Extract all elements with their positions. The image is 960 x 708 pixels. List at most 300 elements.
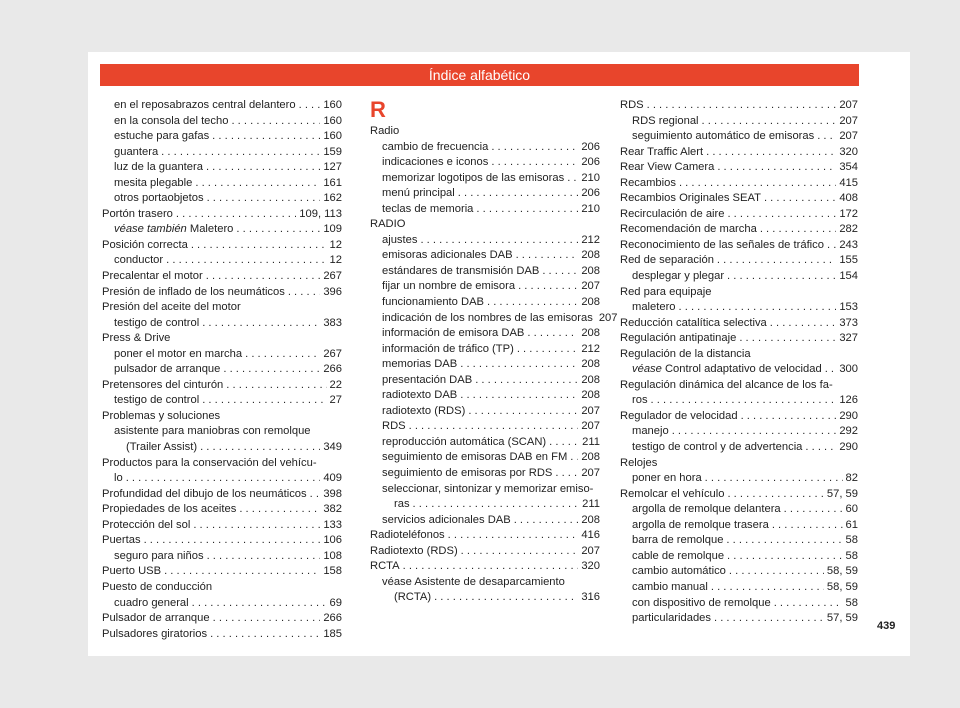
entry-page: 58 [845,534,858,547]
index-entry [370,233,600,249]
index-entry [370,140,600,156]
entry-page: 290 [839,409,858,422]
index-entry [102,129,342,145]
dot-leader [195,176,320,192]
entry-text [114,98,296,114]
index-entry [102,549,342,565]
entry-page: 58 [845,549,858,562]
entry-page: 106 [323,534,342,547]
entry-text [620,160,714,176]
dot-leader [299,98,321,114]
index-column-1 [102,98,342,642]
index-entry [370,186,600,202]
entry-term: barra de remolque [632,534,724,547]
index-column-2 [370,97,618,606]
entry-page: 172 [839,207,858,220]
entry-page: 61 [845,518,858,531]
dot-leader [420,233,578,249]
index-entry [370,171,600,187]
entry-term: ajustes [382,233,418,246]
entry-page: 82 [845,472,858,485]
dot-leader [448,528,579,544]
entry-term: argolla de remolque delantera [632,503,781,516]
index-entry [620,222,858,238]
entry-page: 383 [323,316,342,329]
entry-page: 127 [323,161,342,174]
entry-text [394,590,431,606]
entry-text [620,487,724,503]
entry-text [632,611,711,627]
dot-leader [487,295,578,311]
entry-page: 267 [323,347,342,360]
entry-term: seguimiento de emisoras por RDS [382,467,553,480]
dot-leader [772,518,843,534]
entry-text [382,171,564,187]
dot-leader [679,300,837,316]
entry-text [382,373,472,389]
dot-leader [717,160,836,176]
dot-leader [207,191,321,207]
dot-leader [403,559,579,575]
entry-page: 108 [323,549,342,562]
entry-page: 109 [323,223,342,236]
index-entry [102,471,342,487]
entry-page: 155 [839,254,858,267]
entry-term: Radioteléfonos [370,529,445,542]
entry-page: 267 [323,270,342,283]
entry-term: Regulación antipatinaje [620,332,737,345]
entry-page: 22 [329,378,342,391]
index-entry [102,502,342,518]
entry-term: mesita plegable [114,176,193,189]
entry-text [632,564,726,580]
dot-leader [206,160,320,176]
entry-text [620,222,757,238]
dot-leader [207,549,321,565]
entry-term: Portón trasero [102,207,173,220]
entry-term: Recambios Originales SEAT [620,192,761,205]
entry-term: Presión del aceite del motor [102,301,241,314]
entry-text [114,191,204,207]
entry-text [370,559,400,575]
entry-text [114,596,189,612]
entry-text [102,378,223,394]
entry-term: Propiedades de los aceites [102,503,237,516]
entry-term: asistente para maniobras con remolque [114,425,311,438]
entry-text [632,518,769,534]
dot-leader [764,191,836,207]
entry-page: 154 [839,270,858,283]
index-entry [102,238,342,254]
dot-leader [413,497,580,513]
entry-term: Remolcar el vehículo [620,487,725,500]
entry-term: Profundidad del dibujo de los neumáticos [102,487,307,500]
entry-text [382,404,465,420]
index-entry [620,300,858,316]
entry-page: 398 [323,487,342,500]
entry-page: 320 [839,145,858,158]
index-entry [102,596,342,612]
index-entry [370,264,600,280]
dot-leader [310,487,321,503]
entry-page: 126 [839,394,858,407]
entry-text [382,233,417,249]
entry-text [382,248,513,264]
index-entry [102,176,342,192]
entry-term: Pulsadores giratorios [102,627,208,640]
entry-term: Protección del sol [102,518,191,531]
entry-term: testigo de control [114,316,200,329]
entry-page: 208 [581,373,600,386]
entry-page: 396 [323,285,342,298]
entry-page: 409 [323,472,342,485]
entry-text [370,125,399,137]
entry-page: 160 [323,130,342,143]
entry-text [632,440,802,456]
entry-page: 290 [839,441,858,454]
entry-text [382,155,488,171]
dot-leader [527,326,578,342]
entry-page: 58 [845,596,858,609]
entry-page: 206 [581,156,600,169]
index-entry [620,176,858,192]
entry-text [632,549,724,565]
entry-term: Pretensores del cinturón [102,378,224,391]
entry-term: otros portaobjetos [114,192,204,205]
entry-text [114,222,233,238]
entry-term: Puesto de conducción [102,580,213,593]
entry-term: lo [114,472,123,485]
index-entry [620,424,858,440]
entry-term: Presión de inflado de los neumáticos [102,285,285,298]
entry-text [620,457,657,469]
dot-leader [711,580,824,596]
index-entry [620,362,858,378]
dot-leader [542,264,578,280]
entry-term: Regulación dinámica del alcance de los fa- [620,378,833,391]
dot-leader [166,253,326,269]
entry-text [382,186,455,202]
dot-leader [827,238,836,254]
entry-page: 207 [581,544,600,557]
entry-page: 207 [839,99,858,111]
index-entry [370,482,600,498]
entry-term: radiotexto DAB [382,389,458,402]
dot-leader [231,114,320,130]
dot-leader [434,590,578,606]
entry-page: 208 [581,389,600,402]
see-also-label: véase también [114,223,187,236]
entry-text [370,528,445,544]
index-entry [370,575,600,591]
entry-page: 415 [839,176,858,189]
index-entry [102,285,342,301]
index-entry [370,124,600,140]
index-entry [620,440,858,456]
entry-page: 327 [839,332,858,345]
entry-term: Press & Drive [102,332,171,345]
entry-term: poner el motor en marcha [114,347,243,360]
index-entry [370,326,600,342]
entry-term: estándares de transmisión DAB [382,264,540,277]
entry-term: poner en hora [632,472,702,485]
entry-term: Red de separación [620,254,714,267]
index-entry [102,533,342,549]
entry-term: cambio manual [632,580,708,593]
entry-term: guantera [114,145,159,158]
entry-page: 161 [323,176,342,189]
index-entry [620,238,858,254]
index-entry [620,207,858,223]
index-entry [370,590,600,606]
entry-page: 208 [581,451,600,464]
entry-term: cambio automático [632,565,726,578]
entry-text [620,145,703,161]
entry-text [114,425,311,437]
index-entry [102,222,342,238]
entry-page: 207 [581,404,600,417]
entry-page: 207 [581,280,600,293]
index-entry [620,580,858,596]
entry-text [632,502,781,518]
entry-term: Precalentar el motor [102,270,203,283]
dot-leader [192,596,327,612]
index-entry [620,611,858,627]
entry-page: 320 [581,560,600,573]
entry-term: cambio de frecuencia [382,140,489,153]
dot-leader [567,171,578,187]
entry-term: ros [632,394,648,407]
index-entry [102,98,342,114]
dot-leader [774,596,843,612]
entry-term: Rear View Camera [620,161,715,174]
index-entry [102,191,342,207]
entry-page: 207 [839,114,858,127]
index-entry [102,378,342,394]
entry-text [632,129,814,145]
dot-leader [672,424,837,440]
dot-leader [741,409,837,425]
index-entry [102,300,342,316]
entry-text [102,238,188,254]
dot-leader [210,627,320,643]
entry-text [632,114,699,130]
index-entry [102,347,342,363]
entry-page: 208 [581,264,600,277]
entry-page: 243 [839,238,858,251]
entry-term: argolla de remolque trasera [632,518,769,531]
entry-term: seleccionar, sintonizar y memorizar emiso- [382,482,594,495]
index-entry [370,217,600,233]
dot-leader [651,393,837,409]
dot-leader [193,518,320,534]
dot-leader [760,222,837,238]
entry-page: 60 [845,503,858,516]
index-entry [102,393,342,409]
index-entry [620,502,858,518]
index-entry [370,311,618,327]
entry-page: 27 [329,394,342,407]
entry-term: fijar un nombre de emisora [382,280,516,293]
entry-term: menú principal [382,187,455,200]
dot-leader [706,145,836,161]
index-entry [370,248,600,264]
entry-page: 208 [581,296,600,309]
dot-leader [702,114,837,130]
entry-term: indicaciones e iconos [382,156,489,169]
dot-leader [460,357,578,373]
entry-page: 282 [839,223,858,236]
index-entry [102,456,342,472]
entry-term: Relojes [620,456,658,469]
entry-term: Puertas [102,534,141,547]
dot-leader [679,176,836,192]
entry-page: 208 [581,249,600,262]
dot-leader [727,487,823,503]
index-entry [620,471,858,487]
entry-page: 133 [323,518,342,531]
entry-text [114,160,203,176]
index-entry [620,393,858,409]
dot-leader [144,533,321,549]
entry-term: Productos para la conservación del vehícu- [102,456,317,469]
index-entry [370,559,600,575]
entry-term: (RCTA) [394,591,432,604]
index-entry [620,549,858,565]
entry-term: en el reposabrazos central delantero [114,99,296,111]
dot-leader [717,253,836,269]
entry-term: Reducción catalítica selectiva [620,316,767,329]
entry-term: Regulación de la distancia [620,347,751,360]
entry-term: Control adaptativo de velocidad [664,363,822,376]
entry-term: Radio [370,125,400,137]
entry-page: 416 [581,529,600,542]
entry-page: 211 [582,435,600,448]
entry-page: 12 [329,238,342,251]
entry-text [620,253,714,269]
index-entry [102,207,342,223]
entry-text [382,513,511,529]
index-entry [370,357,600,373]
entry-term: estuche para gafas [114,130,210,143]
index-entry [370,373,600,389]
dot-leader [176,207,296,223]
entry-term: servicios adicionales DAB [382,513,511,526]
dot-leader [458,186,579,202]
index-entry [102,611,342,627]
page-number: 439 [877,620,896,632]
index-entry [620,347,858,363]
entry-page: 208 [581,327,600,340]
entry-page: 373 [839,316,858,329]
entry-term: en la consola del techo [114,114,229,127]
entry-term: memorizar logotipos de las emisoras [382,171,565,184]
index-entry [370,155,600,171]
index-entry [370,544,600,560]
dot-leader [729,564,824,580]
index-entry [620,129,858,145]
section-letter: R [370,97,386,122]
entry-term: RDS regional [632,114,699,127]
entry-page: 206 [581,140,600,153]
index-entry [102,627,342,643]
index-entry [102,316,342,332]
index-entry [102,253,342,269]
entry-text [102,207,173,223]
entry-term: conductor [114,254,164,267]
dot-leader [516,248,579,264]
dot-leader [236,222,320,238]
entry-text [632,471,702,487]
entry-text [632,269,724,285]
entry-text [394,497,410,513]
entry-text [102,564,161,580]
entry-text [114,549,204,565]
dot-leader [817,129,836,145]
entry-text [102,502,236,518]
entry-page: 212 [581,342,600,355]
entry-text [102,627,207,643]
page-title: Índice alfabético [100,64,859,86]
index-entry [620,269,858,285]
index-entry [620,191,858,207]
index-entry [620,145,858,161]
entry-text [102,457,317,469]
entry-term: radiotexto (RDS) [382,404,466,417]
entry-term: RDS [620,99,644,111]
entry-term: presentación DAB [382,373,473,386]
index-entry [620,378,858,394]
dot-leader [705,471,843,487]
entry-text [102,301,241,313]
entry-text [102,487,307,503]
entry-term: Rear Traffic Alert [620,145,704,158]
entry-text [126,440,197,456]
index-entry [370,497,600,513]
index-entry [370,295,600,311]
entry-text [620,207,724,223]
entry-term: ras [394,498,410,511]
entry-page: 292 [839,425,858,438]
entry-text [382,466,552,482]
entry-page: 160 [323,99,342,111]
dot-leader [491,140,578,156]
entry-page: 12 [329,254,342,267]
entry-term: Red para equipaje [620,285,712,298]
entry-page: 57, 59 [826,612,858,625]
index-entry [102,564,342,580]
entry-term: RDS [382,420,406,433]
dot-leader [570,450,578,466]
dot-leader [514,513,579,529]
index-entry [102,114,342,130]
index-entry [620,487,858,503]
entry-page: 162 [323,192,342,205]
entry-text [114,316,199,332]
entry-term: Pulsador de arranque [102,612,210,625]
entry-page: 300 [839,363,858,376]
index-column-3 [620,98,858,627]
dot-leader [409,419,579,435]
index-entry [370,342,600,358]
entry-text [114,129,209,145]
index-entry [370,419,600,435]
entry-term: Recambios [620,176,676,189]
entry-text [382,202,473,218]
entry-term: cable de remolque [632,549,725,562]
index-entry [102,160,342,176]
entry-term: RCTA [370,560,400,573]
